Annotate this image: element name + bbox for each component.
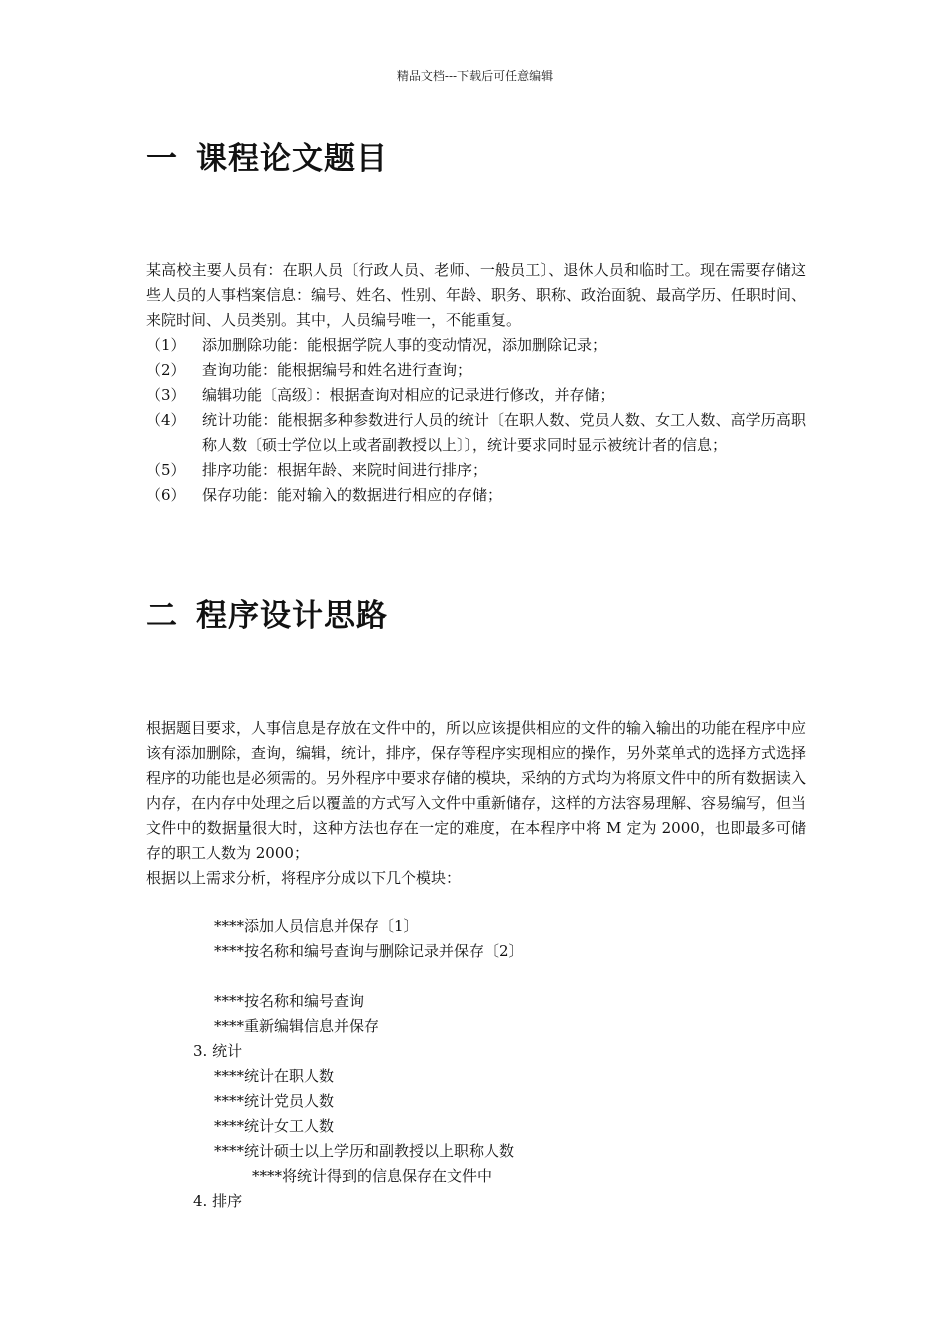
section2-paragraph: 根据题目要求，人事信息是存放在文件中的，所以应该提供相应的文件的输入输出的功能在程序中应该有添加删除，查询，编辑，统计，排序，保存等程序实现相应的操作，另外菜单式的选择方式选择程序的功能也是必须需的。另外程序中要求存储的模块，采纳的方式均为将原文件中的所有数据读入内存，在内存中处理之后以覆盖的方式写入文件中重新储存，这样的方法容易理解、容易编写，但当文件中的数据量很大时，这种方法也存在一定的难度，在本程序中将 M 定为 2000，也即最多可储存的职工人数为 2000； bbox=[146, 719, 807, 862]
list-item-number: （5） bbox=[146, 461, 186, 479]
page-header: 精品文档---下载后可任意编辑 bbox=[396, 69, 554, 83]
list-item-number: （4） bbox=[146, 411, 186, 429]
list-item bbox=[146, 408, 806, 458]
module-heading: 3. 统计 bbox=[193, 1042, 243, 1060]
module-line: ****按名称和编号查询与删除记录并保存〔2〕 bbox=[214, 942, 524, 960]
list-item-text: 排序功能：根据年龄、来院时间进行排序； bbox=[202, 461, 488, 479]
section1-intro: 某高校主要人员有：在职人员〔行政人员、老师、一般员工〕、退休人员和临时工。现在需要存储这些人员的人事档案信息：编号、姓名、性别、年龄、职务、职称、政治面貌、最高学历、任职时间、来院时间、人员类别。其中，人员编号唯一，不能重复。 bbox=[146, 261, 807, 329]
module-line: ****统计女工人数 bbox=[214, 1117, 335, 1135]
section1-title: 课程论文题目 bbox=[196, 141, 388, 177]
module-heading: 4. 排序 bbox=[193, 1192, 243, 1210]
section2-lead: 根据以上需求分析，将程序分成以下几个模块： bbox=[146, 869, 462, 887]
section1-number: 一 bbox=[146, 141, 178, 177]
module-line: ****按名称和编号查询 bbox=[214, 992, 365, 1010]
list-item bbox=[146, 383, 806, 408]
list-item-text: 查询功能：能根据编号和姓名进行查询； bbox=[202, 361, 473, 379]
module-line: ****统计党员人数 bbox=[214, 1092, 335, 1110]
list-item-number: （3） bbox=[146, 386, 186, 404]
list-item bbox=[146, 333, 806, 358]
list-item bbox=[146, 458, 806, 483]
section1-body bbox=[146, 258, 806, 508]
section1-heading bbox=[146, 133, 388, 178]
list-item-text: 统计功能：能根据多种参数进行人员的统计〔在职人数、党员人数、女工人数、高学历高职称人数〔硕士学位以上或者副教授以上〕〕，统计要求同时显示被统计者的信息； bbox=[202, 411, 806, 454]
list-item-text: 添加删除功能：能根据学院人事的变动情况，添加删除记录； bbox=[202, 336, 608, 354]
section2-title: 程序设计思路 bbox=[196, 598, 388, 634]
list-item bbox=[146, 358, 806, 383]
section2-number: 二 bbox=[146, 598, 178, 634]
list-item-text: 编辑功能〔高级〕：根据查询对相应的记录进行修改，并存储； bbox=[202, 386, 615, 404]
module-line: ****重新编辑信息并保存 bbox=[214, 1017, 380, 1035]
module-line: ****统计在职人数 bbox=[214, 1067, 335, 1085]
list-item-number: （1） bbox=[146, 336, 186, 354]
list-item-number: （6） bbox=[146, 486, 186, 504]
list-item bbox=[146, 483, 806, 508]
section2-body bbox=[146, 716, 806, 891]
module-line: ****统计硕士以上学历和副教授以上职称人数 bbox=[214, 1142, 515, 1160]
list-item-number: （2） bbox=[146, 361, 186, 379]
list-item-text: 保存功能：能对输入的数据进行相应的存储； bbox=[202, 486, 503, 504]
module-line: ****添加人员信息并保存〔1〕 bbox=[214, 917, 419, 935]
section2-heading bbox=[146, 590, 388, 635]
module-line: ****将统计得到的信息保存在文件中 bbox=[252, 1167, 493, 1185]
